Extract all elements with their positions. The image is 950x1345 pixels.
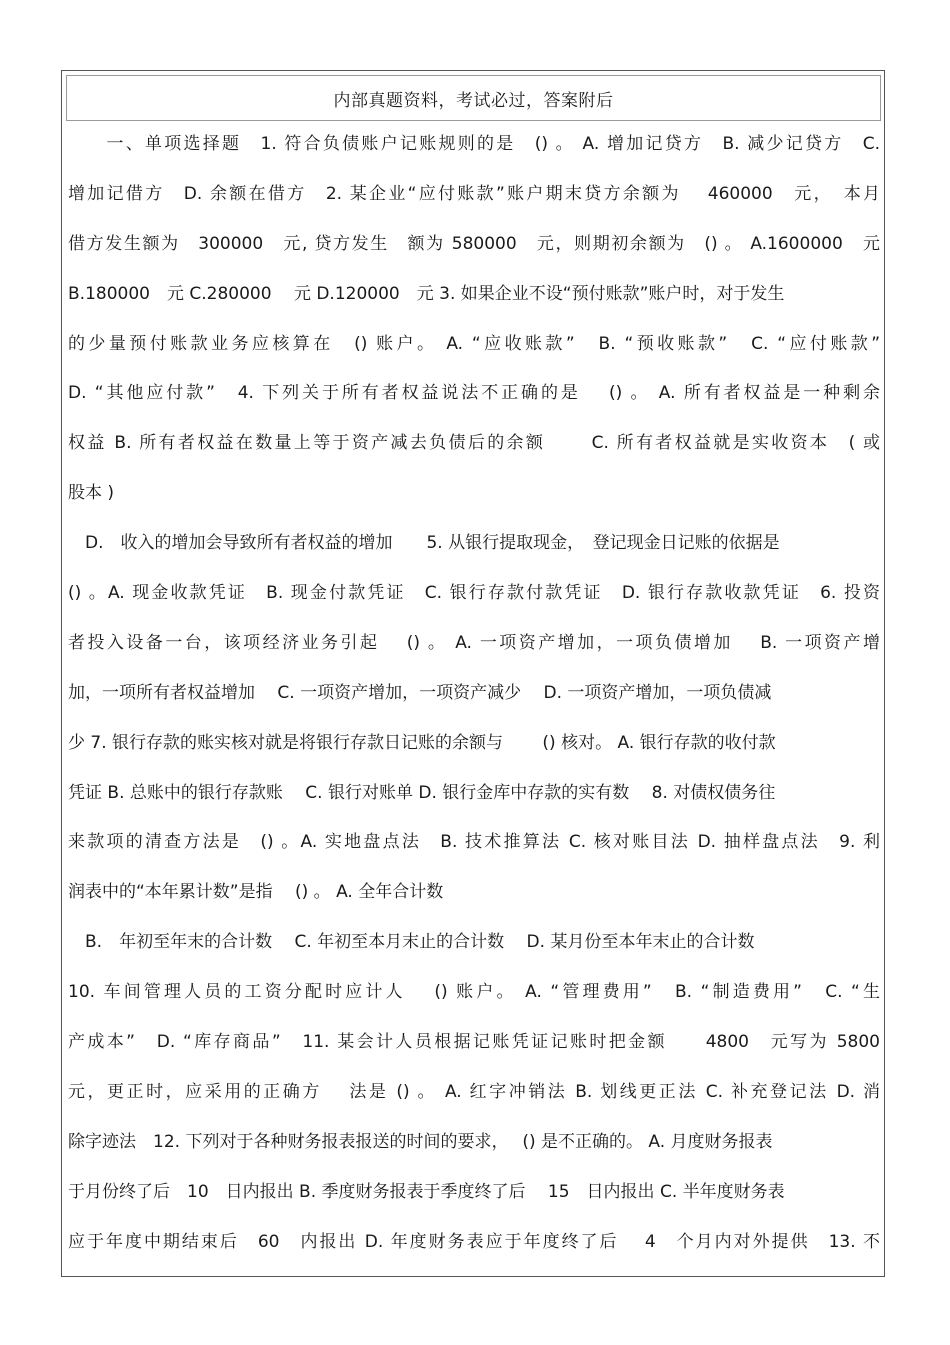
text-line: 润表中的“本年累计数”是指 () 。 A. 全年合计数 xyxy=(68,882,444,903)
text-line: () 。A. 现金收款凭证 B. 现金付款凭证 C. 银行存款付款凭证 D. 银行存款收款凭证 6. 投资 xyxy=(68,583,880,604)
text-line: 10. 车间管理人员的工资分配时应计人 () 账户。 A. “管理费用” B. “制造费用” C. “生 xyxy=(68,982,880,1003)
text-line: 借方发生额为 300000 元, 贷方发生 额为 580000 元，则期初余额为 () 。 A.1600000 元 xyxy=(68,233,880,254)
text-line: B. 年初至年末的合计数 C. 年初至本月末止的合计数 D. 某月份至本年末止的合计数 xyxy=(68,932,755,953)
text-line: B.180000 元 C.280000 元 D.120000 元 3. 如果企业不设“预付账款”账户时，对于发生 xyxy=(68,283,785,304)
text-line: 于月份终了后 10 日内报出 B. 季度财务报表于季度终了后 15 日内报出 C. 半年度财务表 xyxy=(68,1181,785,1202)
text-line: 权益 B. 所有者权益在数量上等于资产减去负债后的余额 C. 所有者权益就是实收资本 ( 或 xyxy=(68,433,880,454)
text-line: 凭证 B. 总账中的银行存款账 C. 银行对账单 D. 银行金库中存款的实有数 8. 对债权债务往 xyxy=(68,782,776,803)
page-title-text: 内部真题资料，考试必过，答案附后 xyxy=(333,90,614,111)
text-line: 少 7. 银行存款的账实核对就是将银行存款日记账的余额与 () 核对。 A. 银行存款的收付款 xyxy=(68,732,776,753)
text-line: D. 收入的增加会导致所有者权益的增加 5. 从银行提取现金， 登记现金日记账的依据是 xyxy=(68,533,780,554)
text-line: 股本 ) xyxy=(68,483,115,504)
page-title xyxy=(66,75,881,121)
text-line: 元，更正时，应采用的正确方 法是 () 。 A. 红字冲销法 B. 划线更正法 C. 补充登记法 D. 消 xyxy=(68,1081,880,1102)
text-line: 来款项的清查方法是 () 。A. 实地盘点法 B. 技术推算法 C. 核对账目法 D. 抽样盘点法 9. 利 xyxy=(68,832,880,853)
text-line: D. “其他应付款” 4. 下列关于所有者权益说法不正确的是 () 。 A. 所有者权益是一种剩余 xyxy=(68,383,880,404)
text-line: 的少量预付账款业务应核算在 () 账户。 A. “应收账款” B. “预收账款” C. “应付账款” xyxy=(68,333,880,354)
text-line: 者投入设备一台，该项经济业务引起 () 。 A. 一项资产增加，一项负债增加 B. 一项资产增 xyxy=(68,632,880,653)
text-line: 一、单项选择题 1. 符合负债账户记账规则的是 () 。 A. 增加记贷方 B. 减少记贷方 C. xyxy=(68,134,880,154)
text-line: 除字迹法 12. 下列对于各种财务报表报送的时间的要求， () 是不正确的。 A. 月度财务报表 xyxy=(68,1131,773,1152)
question-text-block xyxy=(68,120,880,1267)
text-line: 应于年度中期结束后 60 内报出 D. 年度财务表应于年度终了后 4 个月内对外提供 13. 不 xyxy=(68,1231,880,1252)
text-line: 增加记借方 D. 余额在借方 2. 某企业“应付账款”账户期末贷方余额为 460000 元， 本月 xyxy=(68,183,880,204)
text-line: 产成本” D. “库存商品” 11. 某会计人员根据记账凭证记账时把金额 4800 元写为 5800 xyxy=(68,1032,880,1053)
text-line: 加，一项所有者权益增加 C. 一项资产增加，一项资产减少 D. 一项资产增加，一项负债减 xyxy=(68,682,772,703)
